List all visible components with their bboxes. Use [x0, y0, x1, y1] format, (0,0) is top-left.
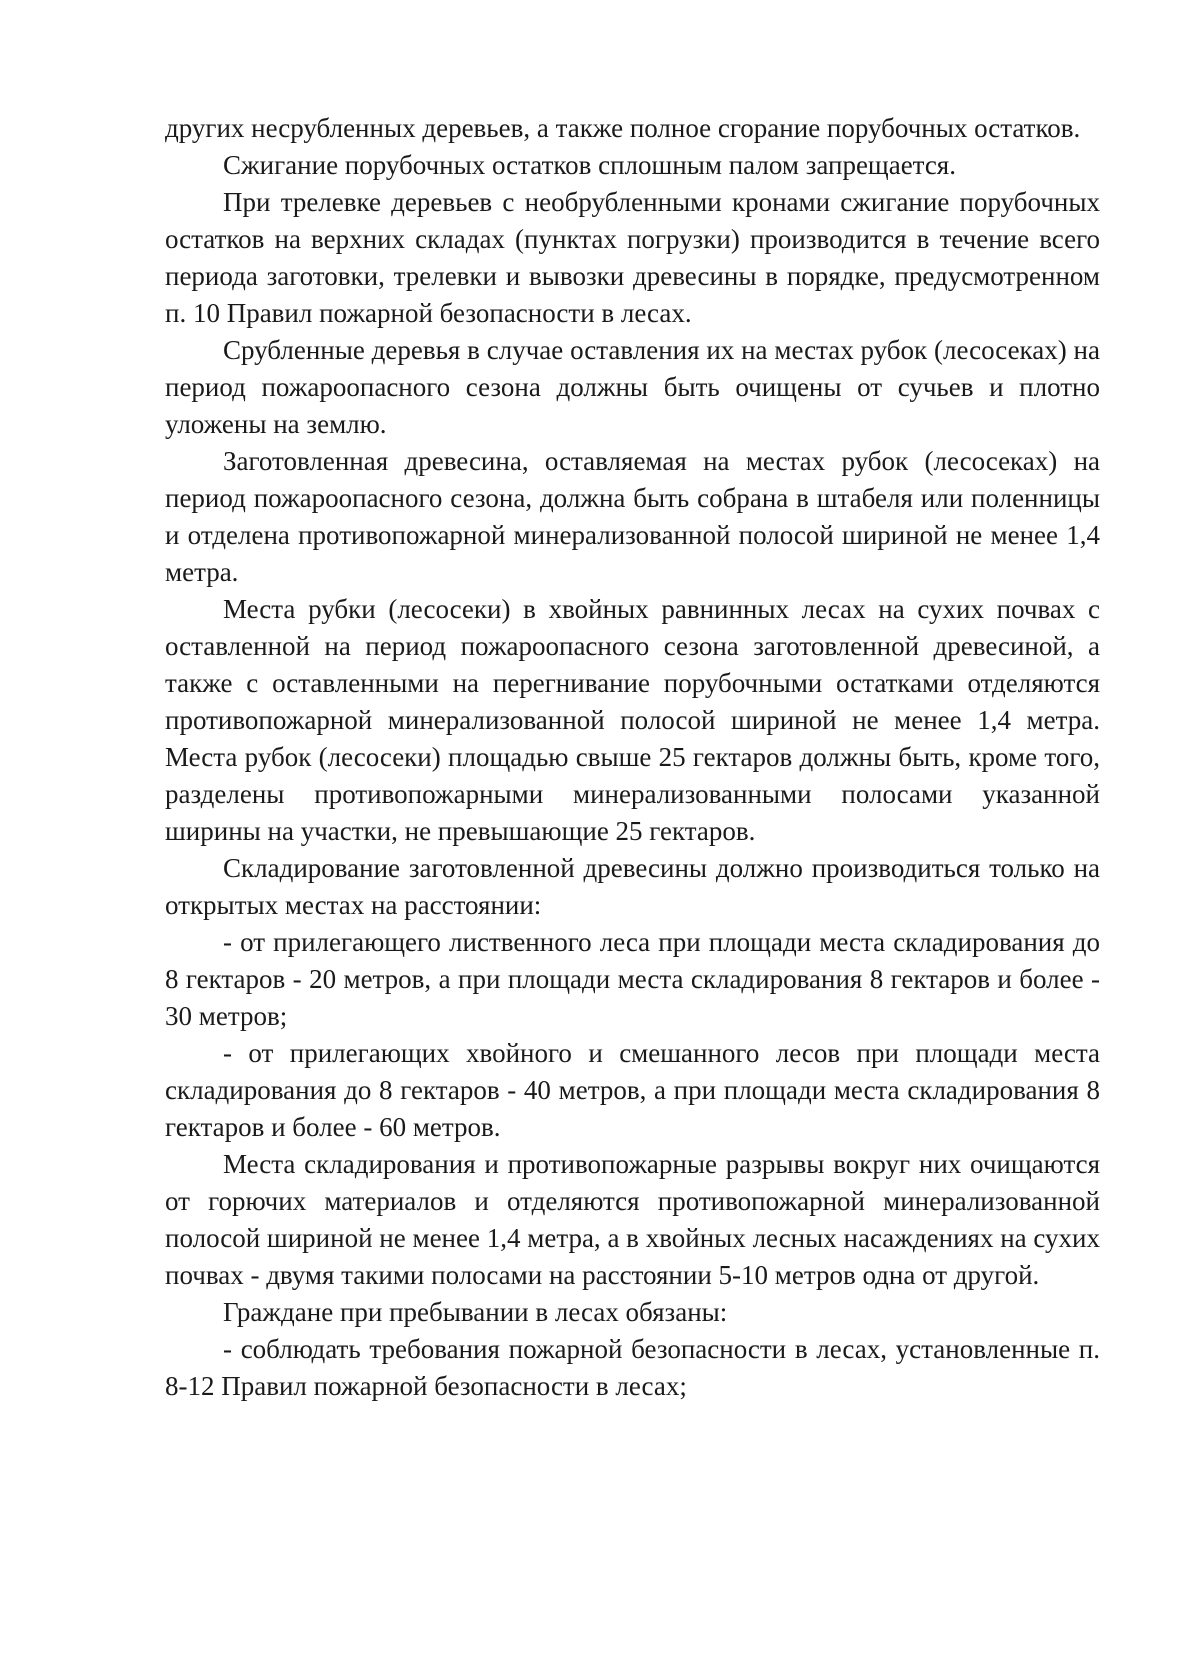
list-item-1: - от прилегающего лиственного леса при площади места складирования до 8 гектаров - 20 метров, а при площади места складирования 8 гектаров и более - 30 метров; [165, 927, 1100, 1031]
paragraph-8: Места складирования и противопожарные разрывы вокруг них очищаются от горючих материалов и отделяются противопожарной минерализованной полосой шириной не менее 1,4 метра, а в хвойных лесных насаждениях на сухих почвах - двумя такими полосами на расстоянии 5-10 метров одна от другой. [165, 1149, 1100, 1290]
paragraph-3: При трелевке деревьев с необрубленными кронами сжигание порубочных остатков на верхних складах (пунктах погрузки) производится в течение всего периода заготовки, трелевки и вывозки древесины в порядке, предусмотренном п. 10 Правил пожарной безопасности в лесах. [165, 187, 1100, 328]
list-item-2: - от прилегающих хвойного и смешанного лесов при площади места складирования до 8 гектаров - 40 метров, а при площади места складирования 8 гектаров и более - 60 метров. [165, 1038, 1100, 1142]
paragraph-7: Складирование заготовленной древесины должно производиться только на открытых местах на расстоянии: [165, 853, 1100, 920]
paragraph-9: Граждане при пребывании в лесах обязаны: [223, 1297, 728, 1327]
paragraph-4: Срубленные деревья в случае оставления их на местах рубок (лесосеках) на период пожароопасного сезона должны быть очищены от сучьев и плотно уложены на землю. [165, 335, 1100, 439]
paragraph-2: Сжигание порубочных остатков сплошным палом запрещается. [223, 150, 956, 180]
document-page [165, 110, 1100, 1405]
list-item-3: - соблюдать требования пожарной безопасности в лесах, установленные п. 8-12 Правил пожарной безопасности в лесах; [165, 1334, 1100, 1401]
paragraph-5: Заготовленная древесина, оставляемая на местах рубок (лесосеках) на период пожароопасного сезона, должна быть собрана в штабеля или поленницы и отделена противопожарной минерализованной полосой шириной не менее 1,4 метра. [165, 446, 1100, 587]
paragraph-6: Места рубки (лесосеки) в хвойных равнинных лесах на сухих почвах с оставленной на период пожароопасного сезона заготовленной древесиной, а также с оставленными на перегнивание порубочными остатками отделяются противопожарной минерализованной полосой шириной не менее 1,4 метра. Места рубок (лесосеки) площадью свыше 25 гектаров должны быть, кроме того, разделены противопожарными минерализованными полосами указанной ширины на участки, не превышающие 25 гектаров. [165, 594, 1100, 846]
paragraph-1: других несрубленных деревьев, а также полное сгорание порубочных остатков. [165, 113, 1081, 143]
